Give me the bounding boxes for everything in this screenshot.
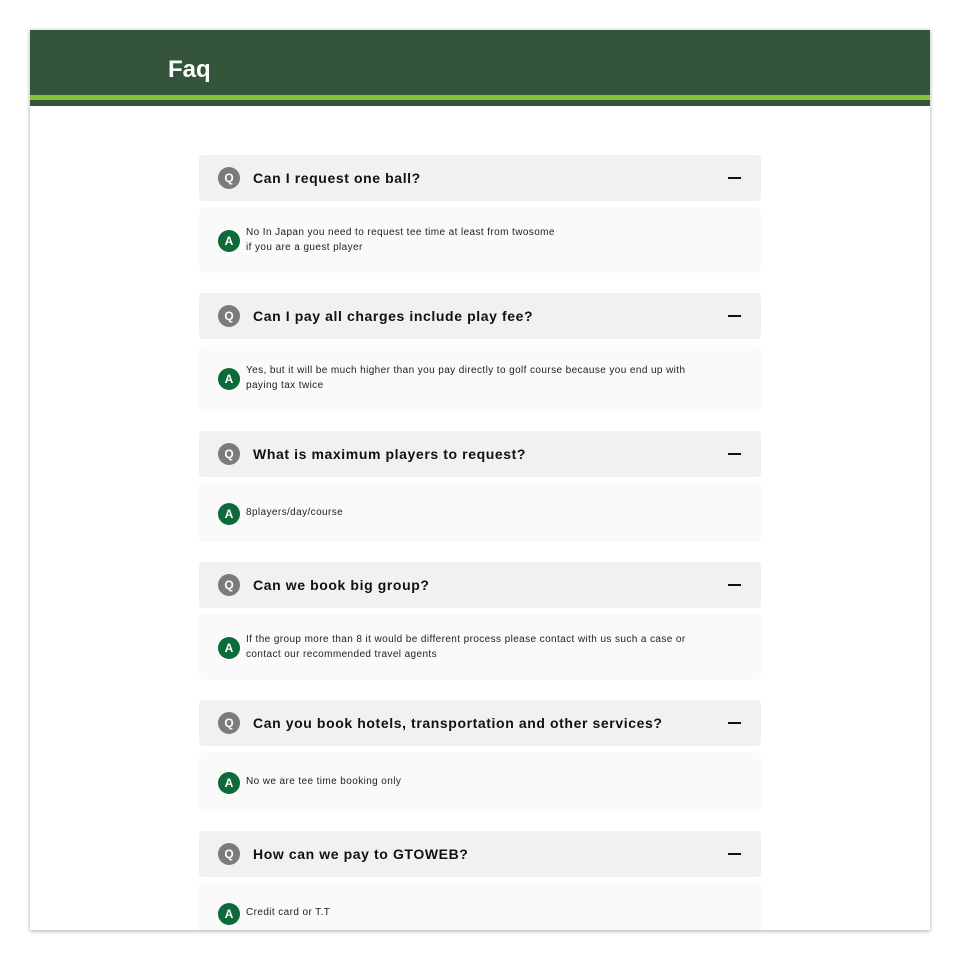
question-badge: Q	[218, 305, 240, 327]
faq-answer-text: 8players/day/course	[246, 507, 344, 518]
header-divider	[30, 100, 930, 106]
answer-badge: A	[218, 772, 240, 794]
faq-answer-text: If the group more than 8 it would be different process please contact with us such a case or contact our recommended travel agents	[246, 634, 686, 660]
question-badge: Q	[218, 167, 240, 189]
faq-answer-text: Yes, but it will be much higher than you pay directly to golf course because you end up with paying tax twice	[246, 365, 686, 391]
answer-badge: A	[218, 230, 240, 252]
minus-icon[interactable]	[728, 584, 741, 586]
faq-answer-text: No In Japan you need to request tee time at least from twosome if you are a guest player	[246, 227, 555, 253]
minus-icon[interactable]	[728, 177, 741, 179]
answer-badge: A	[218, 903, 240, 925]
faq-answer	[199, 483, 761, 542]
faq-answer	[199, 752, 761, 811]
faq-question-toggle[interactable]	[199, 700, 761, 746]
minus-icon[interactable]	[728, 315, 741, 317]
faq-question-text: Can you book hotels, transportation and other services?	[253, 715, 663, 731]
faq-answer	[199, 883, 761, 930]
minus-icon[interactable]	[728, 853, 741, 855]
answer-badge: A	[218, 503, 240, 525]
faq-answer-text: Credit card or T.T	[246, 907, 331, 918]
faq-item	[199, 431, 761, 542]
faq-item	[199, 293, 761, 411]
faq-question-text: Can I pay all charges include play fee?	[253, 308, 534, 324]
question-badge: Q	[218, 843, 240, 865]
faq-item	[199, 562, 761, 680]
faq-item	[199, 700, 761, 811]
faq-question-toggle[interactable]	[199, 293, 761, 339]
faq-item	[199, 155, 761, 273]
answer-badge: A	[218, 637, 240, 659]
faq-question-text: How can we pay to GTOWEB?	[253, 846, 469, 862]
faq-answer	[199, 345, 761, 411]
page-header	[30, 30, 930, 100]
faq-list	[199, 155, 761, 930]
faq-page	[30, 30, 930, 930]
faq-question-toggle[interactable]	[199, 431, 761, 477]
question-badge: Q	[218, 443, 240, 465]
faq-answer	[199, 614, 761, 680]
answer-badge: A	[218, 368, 240, 390]
faq-question-text: What is maximum players to request?	[253, 446, 527, 462]
faq-item	[199, 831, 761, 930]
faq-question-toggle[interactable]	[199, 562, 761, 608]
faq-question-toggle[interactable]	[199, 155, 761, 201]
page-title: Faq	[168, 56, 211, 83]
minus-icon[interactable]	[728, 453, 741, 455]
faq-answer-text: No we are tee time booking only	[246, 776, 402, 787]
faq-question-toggle[interactable]	[199, 831, 761, 877]
minus-icon[interactable]	[728, 722, 741, 724]
question-badge: Q	[218, 712, 240, 734]
faq-answer	[199, 207, 761, 273]
faq-question-text: Can I request one ball?	[253, 170, 421, 186]
question-badge: Q	[218, 574, 240, 596]
faq-question-text: Can we book big group?	[253, 577, 430, 593]
